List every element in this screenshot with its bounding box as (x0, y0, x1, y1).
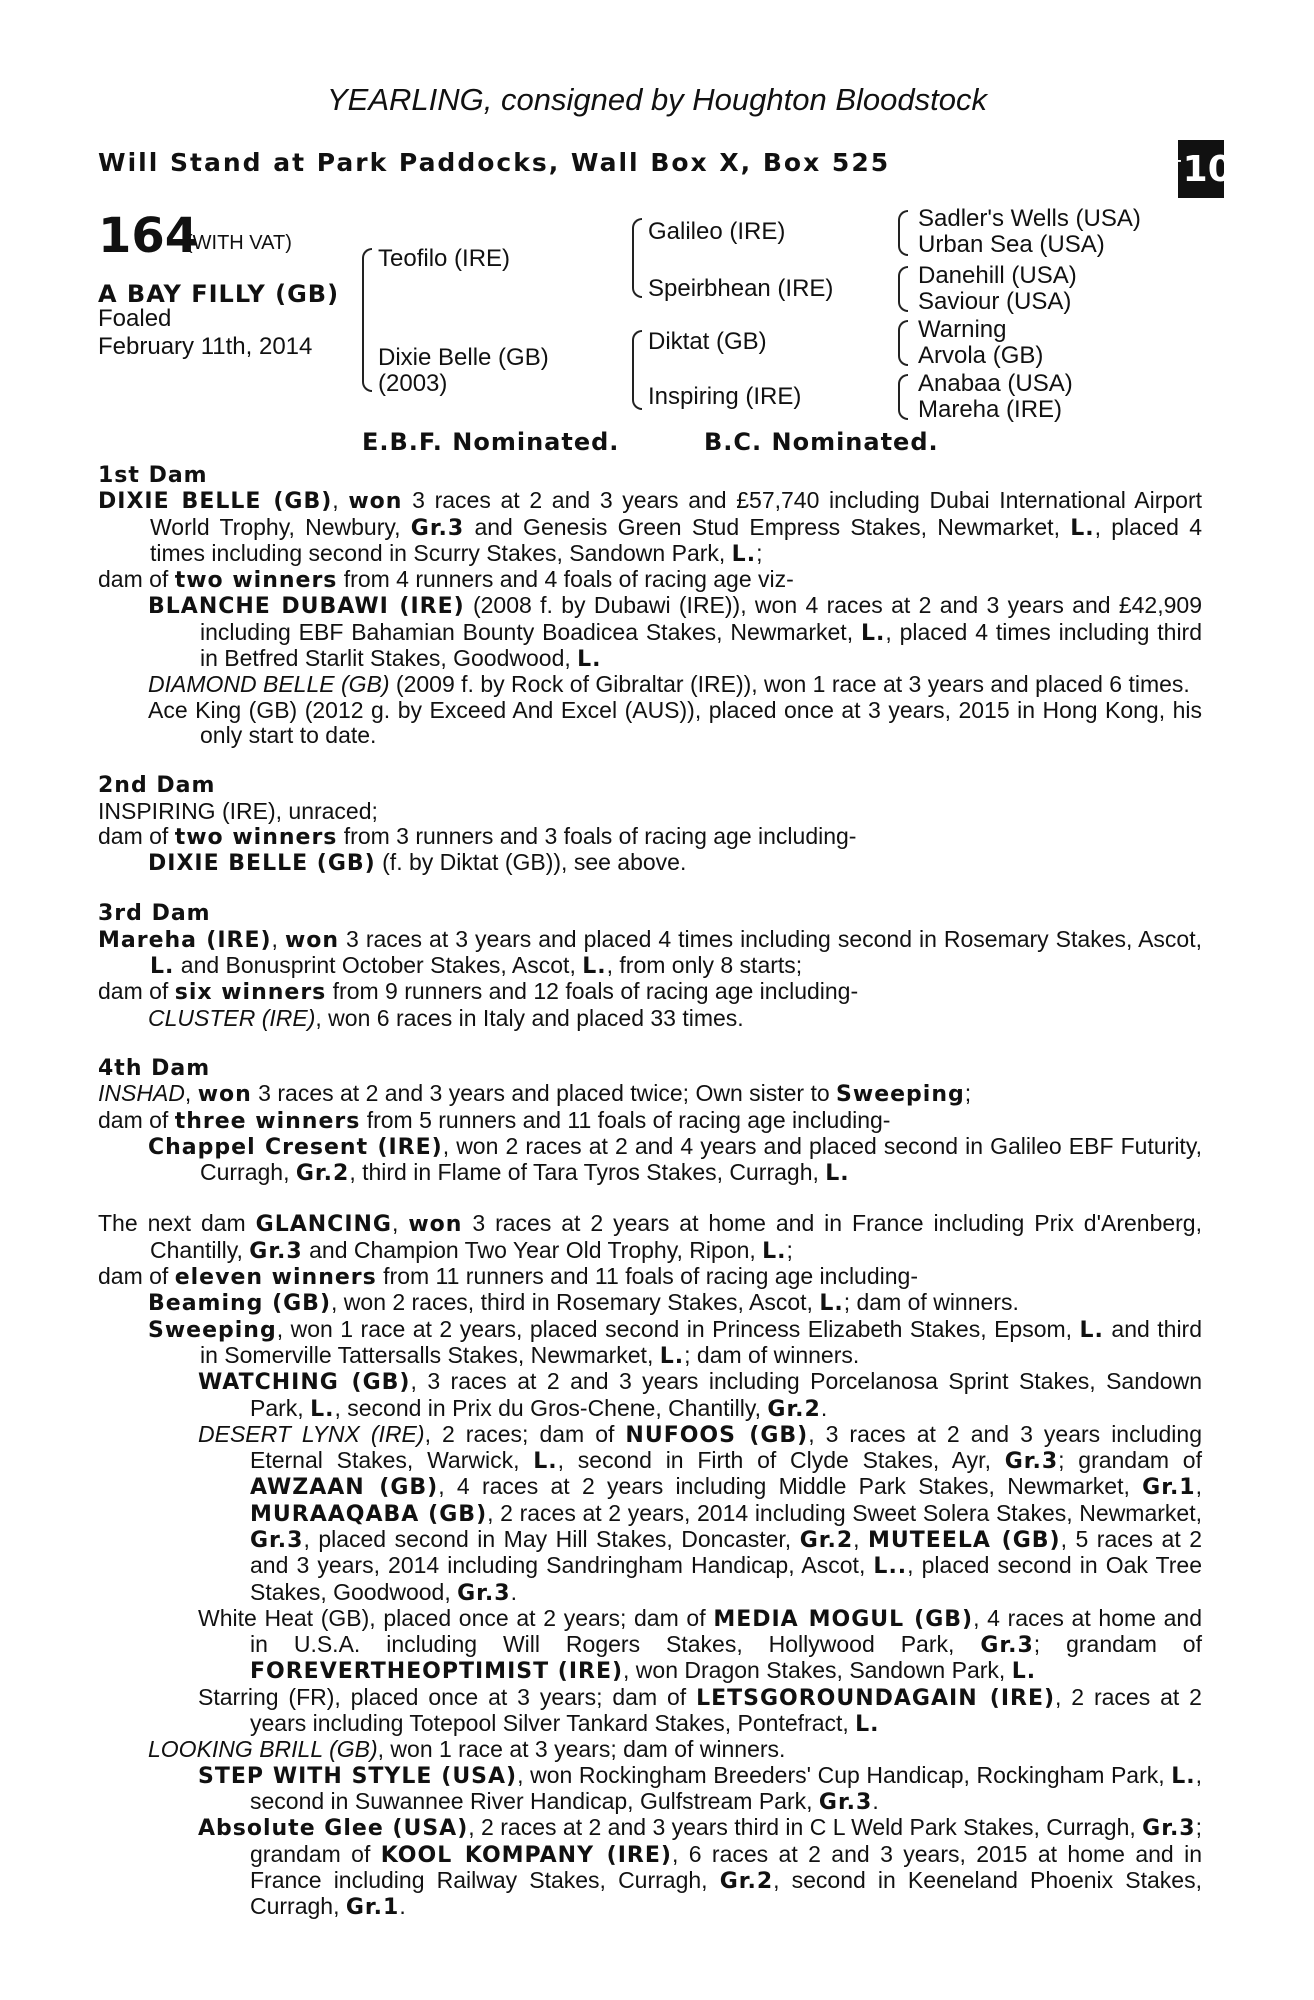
text: 3 races at 2 and 3 years and placed twice; Own sister to (251, 1080, 837, 1107)
text: from 5 runners and 11 foals of racing age including- (360, 1106, 891, 1133)
produce-chappel-cresent (98, 1134, 1202, 1187)
second-dam-produce-summary (98, 824, 1202, 850)
text: . (510, 1578, 517, 1605)
pedigree-g8: Mareha (IRE) (918, 396, 1063, 423)
grade: L. (659, 1343, 685, 1369)
produce-cluster (98, 1006, 1202, 1031)
grade: Gr.2 (767, 1396, 821, 1422)
grade: Gr.3 (818, 1789, 873, 1815)
lot-number: 164 (98, 208, 199, 264)
text: , second in Firth of Clyde Stakes, Ayr, (557, 1447, 1005, 1474)
horse-name: Beaming (GB) (148, 1291, 332, 1317)
horse-name: WATCHING (GB) (198, 1370, 411, 1396)
grade: L. (855, 1712, 880, 1738)
text: from 11 runners and 11 foals of racing age including- (376, 1263, 918, 1290)
horse-name: DIXIE BELLE (GB) (148, 851, 376, 877)
produce-step-with-style (98, 1763, 1202, 1816)
ebf-nominated: E.B.F. Nominated. (362, 428, 620, 456)
pedigree-g5: Warning (918, 316, 1007, 343)
horse-name: LETSGOROUNDAGAIN (IRE) (696, 1685, 1056, 1711)
pedigree-g1: Sadler's Wells (USA) (918, 205, 1141, 232)
horse-name: NUFOOS (GB) (625, 1422, 809, 1448)
text: dam of (98, 978, 175, 1005)
text: , 5 races at 2 and 3 years, 2014 including Sandringham Handicap, Ascot, (250, 1525, 1202, 1579)
vat-label: (WITH VAT) (186, 232, 292, 254)
text: , won 1 race at 2 years, placed second in Princess Elizabeth Stakes, Epsom, (276, 1315, 1080, 1342)
next-dam-record (98, 1211, 1202, 1264)
second-dam-record (98, 799, 1202, 824)
text: (2008 f. by Dubawi (IRE)), won 4 races at 2 and 3 years and £42,909 including EBF Bahamian Bounty Boadicea Stakes, Newmarket, (200, 592, 1202, 645)
text: , 2 races; dam of (424, 1420, 626, 1447)
text: ; (964, 1080, 972, 1107)
text: , 3 races at 2 and 3 years including Porcelanosa Sprint Stakes, Sandown Park, (250, 1368, 1203, 1421)
horse-name: CLUSTER (IRE) (148, 1004, 316, 1031)
pedigree-brace-4 (898, 210, 908, 256)
text: , (391, 1210, 409, 1237)
pedigree-brace-5 (898, 266, 908, 312)
badge-number: 10 (1182, 148, 1233, 190)
horse-name: DIAMOND BELLE (GB) (148, 671, 390, 698)
horse-name: MUTEELA (GB) (868, 1527, 1061, 1553)
text: from 3 runners and 3 foals of racing age including- (337, 822, 857, 849)
grade: L. (1011, 1659, 1037, 1685)
horse-name: Chappel Cresent (IRE) (148, 1134, 443, 1160)
pedigree-brace-2 (632, 218, 642, 298)
text: dam of (98, 822, 175, 849)
grade: L. (762, 1238, 787, 1264)
text: , 6 races at 2 and 3 years, 2015 at home and in France including Railway Stakes, Curragh, (250, 1840, 1202, 1893)
text: ; dam of winners. (843, 1289, 1019, 1316)
text: from 4 runners and 4 foals of racing age viz- (337, 566, 794, 593)
text: , placed 4 times including third in Betfred Starlit Stakes, Goodwood, (200, 618, 1203, 672)
horse-name: AWZAAN (GB) (250, 1475, 439, 1501)
pedigree-g2: Urban Sea (USA) (918, 231, 1105, 258)
text: . (820, 1394, 828, 1421)
text: , won 2 races at 2 and 4 years and placed second in Galileo EBF Futurity, Curragh, (200, 1132, 1202, 1186)
text: 3 races at 2 years at home and in France including Prix d'Arenberg, Chantilly, (150, 1210, 1202, 1263)
text: , placed second in May Hill Stakes, Doncaster, (303, 1525, 800, 1552)
text: , (184, 1080, 198, 1107)
text: (2009 f. by Rock of Gibraltar (IRE)), won 1 race at 3 years and placed 6 times. (389, 671, 1190, 698)
text: , 2 races at 2 and 3 years third in C L Weld Park Stakes, Curragh, (468, 1814, 1143, 1841)
text: (f. by Diktat (GB)), see above. (375, 849, 687, 876)
text: , won Rockingham Breeders' Cup Handicap, Rockingham Park, (517, 1761, 1172, 1788)
section-heading-3rd-dam: 3rd Dam (98, 901, 211, 927)
pedigree-dam-dam: Inspiring (IRE) (648, 383, 802, 410)
won-label: won (408, 1212, 463, 1238)
winners-count: two winners (174, 568, 338, 594)
pedigree-brace-1 (362, 248, 372, 392)
text: , (332, 487, 349, 514)
bc-nominated: B.C. Nominated. (704, 428, 939, 456)
text: and Champion Two Year Old Trophy, Ripon, (302, 1236, 763, 1263)
pedigree-g6: Arvola (GB) (918, 342, 1044, 369)
text: , 2 races at 2 years including Totepool Silver Tankard Stakes, Pontefract, (250, 1683, 1202, 1737)
text: ; grandam of (250, 1814, 1202, 1867)
page-badge (1169, 140, 1233, 198)
text: , second in Prix du Gros-Chene, Chantilly, (334, 1394, 768, 1421)
grade: L. (1171, 1763, 1196, 1789)
text: , 4 races at home and in U.S.A. including Will Rogers Stakes, Hollywood Park, (250, 1604, 1202, 1658)
produce-dixie-belle (98, 850, 1202, 876)
text: , won 1 race at 3 years; dam of winners. (377, 1736, 786, 1763)
section-heading-1st-dam: 1st Dam (98, 463, 208, 488)
stand-location: Will Stand at Park Paddocks, Wall Box X, Box 525 (98, 148, 891, 177)
text: Starring (FR), placed once at 3 years; dam of (198, 1683, 697, 1710)
produce-looking-brill (98, 1737, 1202, 1762)
text: , (853, 1525, 869, 1552)
pedigree-g3: Danehill (USA) (918, 262, 1077, 289)
text: , second in Suwannee River Handicap, Gulfstream Park, (250, 1761, 1202, 1814)
text: ; grandam of (1033, 1631, 1202, 1658)
grade: L.. (873, 1554, 908, 1580)
foaled-info (98, 305, 312, 361)
text: ; (786, 1236, 793, 1263)
grade: L. (731, 541, 757, 567)
third-dam-record (98, 927, 1202, 980)
grade: Gr.3 (410, 515, 465, 541)
text: and Genesis Green Stud Empress Stakes, Newmarket, (464, 513, 1071, 540)
text: 3 races at 2 and 3 years and £57,740 including Dubai International Airport World Trophy, Newbury, (150, 487, 1202, 540)
grade: Gr.3 (1004, 1449, 1059, 1475)
produce-beaming (98, 1290, 1202, 1316)
text: INSPIRING (IRE), unraced; (98, 797, 378, 824)
won-label: won (284, 927, 340, 953)
grade: Gr.2 (719, 1868, 774, 1894)
produce-sweeping (98, 1317, 1202, 1370)
text: and Bonusprint October Stakes, Ascot, (174, 952, 583, 979)
produce-absolute-glee (98, 1815, 1202, 1920)
horse-name: INSHAD (98, 1080, 185, 1107)
badge-sup: + (1169, 150, 1183, 170)
text: The next dam (98, 1210, 256, 1237)
won-label: won (197, 1082, 252, 1108)
pedigree-g7: Anabaa (USA) (918, 370, 1073, 397)
text: dam of (98, 1263, 175, 1290)
grade: L. (1070, 515, 1095, 541)
text: , 4 races at 2 years including Middle Park Stakes, Newmarket, (438, 1473, 1143, 1500)
text: 3 races at 3 years and placed 4 times including second in Rosemary Stakes, Ascot, (339, 925, 1203, 952)
horse-name: BLANCHE DUBAWI (IRE) (148, 594, 465, 620)
next-dam-produce-summary (98, 1264, 1202, 1290)
text: , won 6 races in Italy and placed 33 times. (315, 1004, 744, 1031)
third-dam-produce-summary (98, 979, 1202, 1005)
grade: Gr.3 (457, 1580, 511, 1606)
produce-watching (98, 1369, 1202, 1422)
produce-diamond-belle (98, 672, 1202, 697)
grade: L. (150, 954, 175, 980)
foaled-label: Foaled (98, 305, 172, 332)
horse-name: GLANCING (255, 1212, 392, 1238)
grade: L. (819, 1291, 844, 1317)
horse-name: Sweeping (836, 1082, 965, 1108)
produce-ace-king (98, 698, 1202, 749)
horse-name: Sweeping (148, 1317, 277, 1343)
pedigree-dam-line2: (2003) (378, 370, 448, 397)
text: , 2 races at 2 years, 2014 including Sweet Solera Stakes, Newmarket, (487, 1499, 1202, 1526)
text: dam of (98, 566, 175, 593)
produce-desert-lynx (98, 1422, 1202, 1606)
grade: Gr.1 (345, 1895, 400, 1921)
catalogue-body (98, 463, 1202, 1920)
grade: L. (310, 1396, 335, 1422)
page-heading: YEARLING, consigned by Houghton Bloodstock (327, 82, 987, 117)
grade: Gr.2 (799, 1527, 854, 1553)
grade: L. (577, 647, 602, 673)
text: , (1195, 1473, 1202, 1500)
text: , won Dragon Stakes, Sandown Park, (623, 1657, 1012, 1684)
winners-count: three winners (174, 1108, 361, 1134)
spacer (98, 1186, 1202, 1211)
grade: L. (533, 1449, 558, 1475)
text: from 9 runners and 12 foals of racing age including- (326, 978, 859, 1005)
text: and third in Somerville Tattersalls Stakes, Newmarket, (200, 1315, 1203, 1368)
spacer (98, 748, 1202, 773)
pedigree-sire: Teofilo (IRE) (378, 245, 511, 272)
grade: Gr.3 (249, 1238, 303, 1264)
text: , second in Keeneland Phoenix Stakes, Curragh, (250, 1866, 1202, 1920)
section-heading-4th-dam: 4th Dam (98, 1055, 211, 1081)
horse-name: LOOKING BRILL (GB) (148, 1736, 378, 1763)
horse-name: MEDIA MOGUL (GB) (713, 1606, 974, 1632)
spacer (98, 1031, 1202, 1056)
text: , from only 8 starts; (606, 952, 803, 979)
pedigree-g4: Saviour (USA) (918, 288, 1072, 315)
pedigree-dam-line1: Dixie Belle (GB) (378, 344, 549, 371)
grade: Gr.1 (1142, 1475, 1196, 1501)
first-dam-record (98, 488, 1202, 567)
grade: Gr.3 (980, 1633, 1034, 1659)
grade: L. (582, 954, 607, 980)
text: White Heat (GB), placed once at 2 years; dam of (198, 1604, 714, 1631)
text: ; grandam of (1058, 1447, 1202, 1474)
text: ; (756, 539, 763, 566)
horse-name: DIXIE BELLE (GB) (98, 489, 333, 515)
produce-starring (98, 1685, 1202, 1738)
text: , won 2 races, third in Rosemary Stakes, Ascot, (331, 1289, 820, 1316)
horse-name: Mareha (IRE) (98, 927, 272, 953)
foaled-date: February 11th, 2014 (98, 333, 313, 360)
text: , third in Flame of Tara Tyros Stakes, Curragh, (349, 1159, 826, 1186)
fourth-dam-record (98, 1081, 1202, 1107)
winners-count: eleven winners (174, 1265, 377, 1291)
fourth-dam-produce-summary (98, 1108, 1202, 1134)
horse-name: KOOL KOMPANY (IRE) (380, 1842, 672, 1868)
lot-name: A BAY FILLY (GB) (98, 280, 340, 308)
pedigree-sire-dam: Speirbhean (IRE) (648, 275, 834, 302)
grade: L. (1079, 1317, 1104, 1343)
first-dam-produce-summary (98, 567, 1202, 593)
pedigree-dam-sire: Diktat (GB) (648, 328, 767, 355)
spacer (98, 876, 1202, 901)
horse-name: FOREVERTHEOPTIMIST (IRE) (250, 1659, 624, 1685)
text: , 3 races at 2 and 3 years including Eternal Stakes, Warwick, (250, 1420, 1202, 1474)
grade: Gr.2 (295, 1161, 350, 1187)
text: , placed second in Oak Tree Stakes, Goodwood, (250, 1552, 1202, 1605)
produce-blanche-dubawi (98, 593, 1202, 672)
pedigree-brace-7 (898, 374, 908, 420)
text: Ace King (GB) (2012 g. by Exceed And Excel (AUS)), placed once at 3 years, 2015 in Hong Kong, his only start to date. (148, 696, 1202, 748)
produce-white-heat (98, 1606, 1202, 1685)
text: ; dam of winners. (684, 1341, 860, 1368)
winners-count: two winners (174, 824, 338, 850)
horse-name: MURAAQABA (GB) (250, 1501, 488, 1527)
grade: L. (860, 620, 886, 646)
text: . (872, 1787, 879, 1814)
section-heading-2nd-dam: 2nd Dam (98, 773, 216, 799)
text: . (399, 1893, 406, 1920)
pedigree-brace-3 (632, 330, 642, 410)
grade: Gr.3 (250, 1527, 304, 1553)
horse-name: DESERT LYNX (IRE) (198, 1420, 425, 1447)
winners-count: six winners (174, 980, 327, 1006)
grade: Gr.3 (1142, 1816, 1196, 1842)
text: , placed 4 times including second in Scurry Stakes, Sandown Park, (150, 513, 1202, 566)
text: , (271, 925, 285, 952)
pedigree-sire-sire: Galileo (IRE) (648, 218, 786, 245)
text: dam of (98, 1106, 175, 1133)
horse-name: Absolute Glee (USA) (198, 1816, 469, 1842)
pedigree-brace-6 (898, 320, 908, 366)
grade: L. (825, 1161, 850, 1187)
won-label: won (348, 489, 403, 515)
horse-name: STEP WITH STYLE (USA) (198, 1763, 518, 1789)
